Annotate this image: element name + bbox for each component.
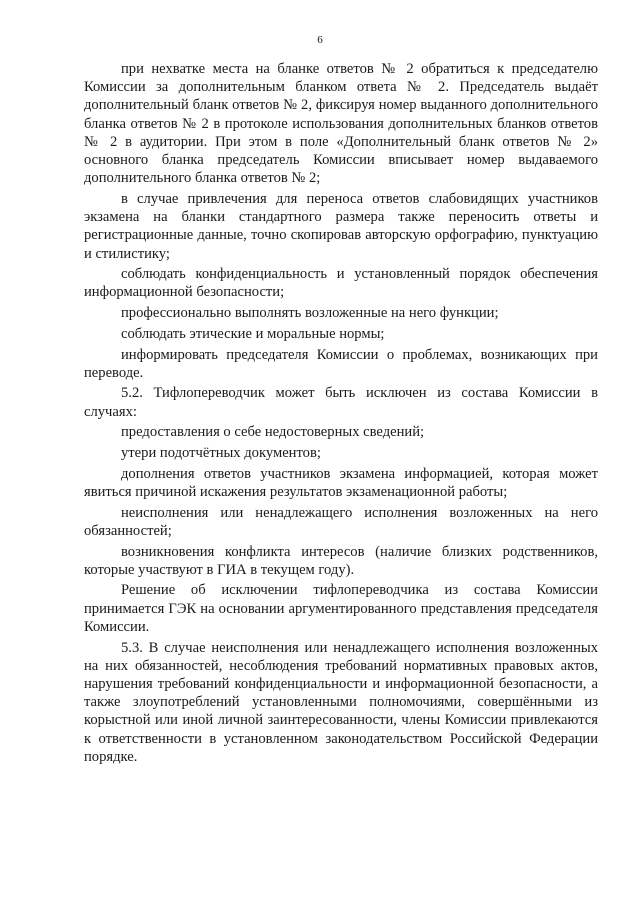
paragraph: соблюдать этические и моральные нормы;	[121, 325, 385, 342]
paragraph: 5.2. Тифлопереводчик может быть исключен из состава Комиссии в случаях:	[84, 385, 598, 420]
paragraph: неисполнения или ненадлежащего исполнения возложенных на него обязанностей;	[84, 504, 598, 539]
paragraph: предоставления о себе недостоверных сведений;	[121, 424, 425, 441]
paragraph: утери подотчётных документов;	[121, 445, 321, 462]
paragraph: возникновения конфликта интересов (наличие близких родственников, которые участвуют в ГИА в текущем году).	[84, 543, 598, 578]
paragraph: профессионально выполнять возложенные на него функции;	[121, 305, 499, 322]
paragraph: дополнения ответов участников экзамена информацией, которая может явиться причиной искажения результатов экзаменационной работы;	[84, 465, 598, 500]
page-number: 6	[317, 34, 323, 46]
paragraph: в случае привлечения для переноса ответов слабовидящих участников экзамена на бланки стандартного размера также переносить ответы и регистрационные данные, точно скопировав авторскую орфографию, пунктуацию и стилистику;	[84, 190, 598, 262]
paragraph: Решение об исключении тифлопереводчика из состава Комиссии принимается ГЭК на основании аргументированного представления председателя Комиссии.	[84, 582, 598, 635]
paragraph: 5.3. В случае неисполнения или ненадлежащего исполнения возложенных на них обязанностей, несоблюдения требований нормативных правовых актов, нарушения требований конфиденциальности и информационной безопасности, а также злоупотреблений установленными полномочиями, совершёнными из корыстной или иной личной заинтересованности, члены Комиссии привлекаются к ответственности в установленном законодательством Российской Федерации порядке.	[84, 639, 598, 765]
paragraph: соблюдать конфиденциальность и установленный порядок обеспечения информационной безопасности;	[84, 266, 598, 301]
paragraph: информировать председателя Комиссии о проблемах, возникающих при переводе.	[84, 346, 598, 381]
paragraph: при нехватке места на бланке ответов № 2 обратиться к председателю Комиссии за дополнительным бланком ответа № 2. Председатель выдаёт дополнительный бланк ответов № 2, фиксируя номер выданного дополнительного бланка ответов № 2 в протоколе использования дополнительных бланков ответов № 2 в аудитории. При этом в поле «Дополнительный бланк ответов № 2» основного бланка председатель Комиссии вписывает номер выдаваемого дополнительного бланка ответов № 2;	[84, 61, 598, 187]
document-body	[84, 60, 598, 769]
